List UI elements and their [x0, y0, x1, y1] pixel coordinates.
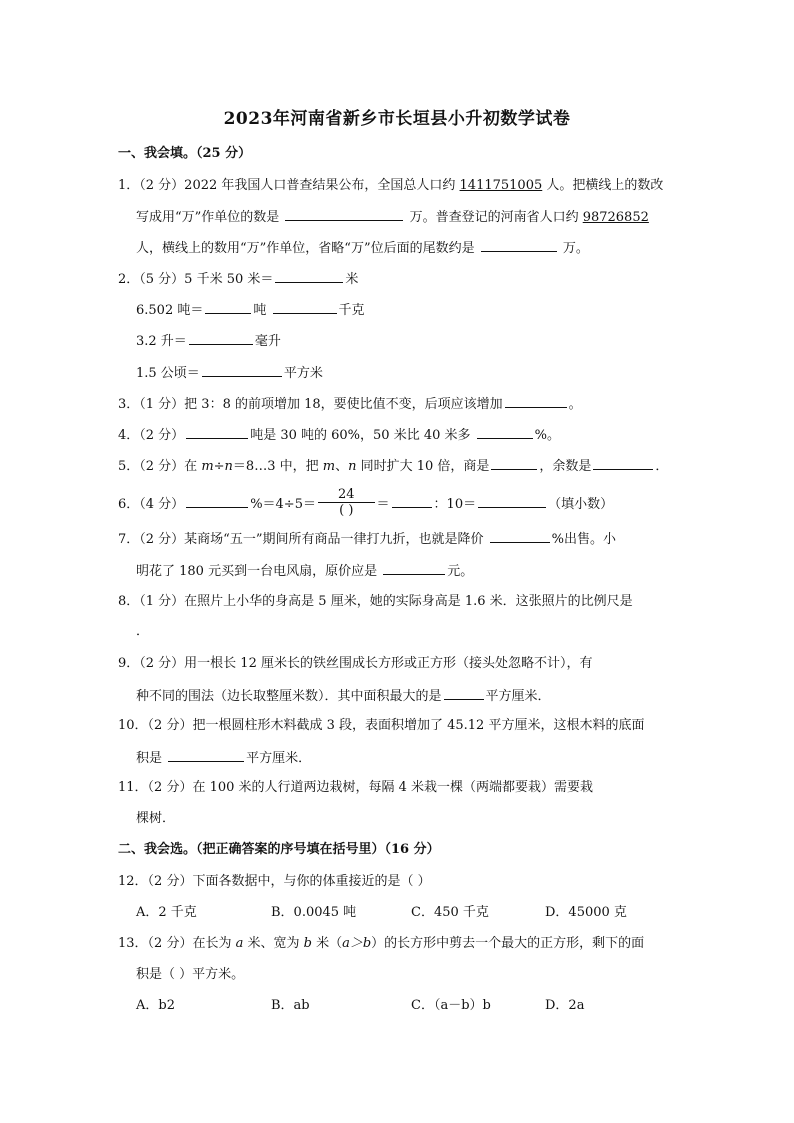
q13-text-d: ）的长方形中剪去一个最大的正方形，剩下的面: [371, 936, 645, 951]
q9-text-c: 平方厘米．: [485, 689, 551, 704]
q5-var-n-2: n: [348, 459, 357, 474]
q12-option-b[interactable]: B．0.0045 吨: [271, 905, 357, 920]
q5-text-g: ，余数是: [539, 459, 592, 474]
q2-text-i: 平方米: [283, 366, 323, 381]
q4-text-b: 吨是 30 吨的 60%，50 米比 40 米多: [250, 428, 475, 443]
q4-text-a: 4．（2 分）: [118, 428, 185, 443]
question-1-line-1: [118, 177, 663, 195]
q5-text-d: 、: [335, 459, 349, 474]
q8-text-a: 8．（1 分）在照片上小华的身高是 5 厘米，她的实际身高是 1.6 米．这张照片的比例尺是: [118, 594, 633, 609]
question-3: [118, 394, 582, 414]
q5-divide-sign: ÷: [213, 459, 225, 474]
question-9-line-1: [118, 655, 592, 673]
q1-blank-1[interactable]: [285, 207, 403, 221]
q7-text-d: 元。: [447, 564, 474, 579]
q9-text-b: 种不同的围法（边长取整厘米数）．其中面积最大的是: [136, 689, 442, 704]
q1-population-henan: 98726852: [582, 210, 649, 225]
q7-text-b: %出售。小: [551, 532, 616, 547]
q1-text-b: 人。把横线上的数改: [542, 178, 664, 193]
page-title: 2023年河南省新乡市长垣县小升初数学试卷: [223, 109, 571, 129]
q2-text-e: 千克: [338, 303, 365, 318]
q10-text-c: 平方厘米．: [246, 751, 312, 766]
question-11-line-1: [118, 779, 593, 797]
q2-text-b: 米: [345, 272, 359, 287]
question-10-line-2: [136, 748, 311, 768]
question-12-stem: 12．（2 分）下面各数据中，与你的体重接近的是（ ）: [118, 874, 431, 889]
q5-text-f: 同时扩大 10 倍，商是: [356, 459, 490, 474]
q7-blank-2[interactable]: [383, 561, 445, 575]
q2-blank-5[interactable]: [202, 363, 282, 377]
q3-text-b: 。: [568, 397, 582, 412]
question-2-line-3: [136, 331, 281, 351]
q2-text-h: 1.5 公顷＝: [136, 366, 200, 381]
q12-option-a[interactable]: A．2 千克: [136, 905, 197, 920]
q7-text-a: 7．（2 分）某商场“五一”期间所有商品一律打九折，也就是降价: [118, 532, 488, 547]
q13-option-d[interactable]: D．2a: [545, 998, 585, 1013]
q4-blank-1[interactable]: [186, 425, 248, 439]
q3-text-a: 3．（1 分）把 3：8 的前项增加 18，要使比值不变，后项应该增加: [118, 397, 503, 412]
q2-blank-1[interactable]: [275, 269, 343, 283]
q6-numerator: 24: [318, 487, 375, 503]
question-6: [118, 489, 613, 520]
question-13-line-1: [118, 935, 644, 953]
question-2-line-4: [136, 363, 323, 383]
q5-blank-1[interactable]: [491, 456, 537, 470]
q5-var-m: m: [201, 459, 214, 474]
q13-text-c: 米（: [311, 936, 343, 951]
q4-blank-2[interactable]: [477, 425, 533, 439]
question-8-line-2: [136, 623, 149, 641]
q12-option-c[interactable]: C．450 千克: [411, 905, 489, 920]
q6-fraction: [318, 487, 375, 518]
question-2-line-2: [136, 300, 365, 320]
q7-text-c: 明花了 180 元买到一台电风扇，原价应是: [136, 564, 382, 579]
q6-text-d: ：10＝: [433, 497, 477, 512]
q3-blank[interactable]: [505, 394, 567, 408]
q10-text-a: 10．（2 分）把一根圆柱形木料截成 3 段，表面积增加了 45.12 平方厘米，这根木料的底面: [118, 718, 645, 733]
q1-population-total: 1411751005: [459, 178, 543, 193]
q8-text-b: ．: [136, 624, 150, 639]
q9-blank[interactable]: [444, 686, 484, 700]
q6-text-a: 6．（4 分）: [118, 497, 185, 512]
question-13-line-2: 积是（ ）平方米。: [136, 967, 245, 982]
q2-blank-4[interactable]: [189, 331, 253, 345]
section-2-heading: 二、我会选。（把正确答案的序号填在括号里）（16 分）: [118, 842, 440, 857]
q11-text-a: 11．（2 分）在 100 米的人行道两边栽树，每隔 4 米栽一棵（两端都要栽）需要栽: [118, 780, 594, 795]
q1-text-c: 写成用“万”作单位的数是: [136, 210, 284, 225]
question-1-line-2: [136, 207, 649, 227]
question-7-line-1: [118, 529, 616, 549]
q10-blank[interactable]: [168, 748, 244, 762]
q5-blank-2[interactable]: [593, 456, 653, 470]
q1-blank-2[interactable]: [481, 238, 557, 252]
q13-text-b: 米、宽为: [243, 936, 304, 951]
q4-text-c: %。: [534, 428, 560, 443]
q9-text-a: 9．（2 分）用一根长 12 厘米长的铁丝围成长方形或正方形（接头处忽略不计），有: [118, 656, 593, 671]
q1-text-a: 1．（2 分）2022 年我国人口普查结果公布，全国总人口约: [118, 178, 460, 193]
q13-option-a[interactable]: A．b2: [136, 998, 175, 1013]
q2-blank-3[interactable]: [273, 300, 337, 314]
section-1-heading: 一、我会填。（25 分）: [118, 146, 252, 161]
q2-text-d: 吨: [253, 303, 271, 318]
q6-blank-1[interactable]: [186, 494, 248, 508]
q12-option-d[interactable]: D．45000 克: [545, 905, 627, 920]
q10-text-b: 积是: [136, 751, 167, 766]
question-10-line-1: [118, 717, 644, 735]
q7-blank-1[interactable]: [490, 529, 550, 543]
q1-text-f: 万。: [558, 241, 589, 256]
q5-var-m-2: m: [322, 459, 336, 474]
q13-option-b[interactable]: B．ab: [271, 998, 310, 1013]
q13-text-a: 13．（2 分）在长为: [118, 936, 236, 951]
question-8-line-1: [118, 593, 633, 611]
question-9-line-2: [136, 686, 551, 706]
q5-text-h: ．: [655, 459, 669, 474]
question-2-line-1: [118, 269, 358, 289]
q5-text-a: 5．（2 分）在: [118, 459, 202, 474]
q6-text-c: ＝: [376, 497, 390, 512]
q6-denominator-blank[interactable]: ( ): [339, 503, 354, 518]
q6-blank-3[interactable]: [478, 494, 546, 508]
q13-var-a: a: [235, 936, 244, 951]
question-1-line-3: [136, 238, 589, 258]
q6-blank-2[interactable]: [392, 494, 432, 508]
q1-text-e: 人，横线上的数用“万”作单位，省略“万”位后面的尾数约是: [136, 241, 479, 256]
q2-text-f: 3.2 升＝: [136, 334, 187, 349]
q5-text-b: ＝8…3 中，把: [232, 459, 323, 474]
question-7-line-2: [136, 561, 473, 581]
q2-text-a: 2．（5 分）5 千米 50 米＝: [118, 272, 274, 287]
q6-text-b: %＝4÷5＝: [250, 497, 316, 512]
q2-text-c: 6.502 吨＝: [136, 303, 204, 318]
q2-blank-2[interactable]: [205, 300, 251, 314]
q13-condition: a＞b: [342, 936, 372, 951]
q6-text-e: （填小数）: [548, 497, 614, 512]
question-5: [118, 456, 668, 476]
q1-text-d: 万。普查登记的河南省人口约: [405, 210, 583, 225]
q11-text-b: 棵树．: [136, 811, 176, 826]
question-4: [118, 425, 560, 445]
q5-var-n: n: [224, 459, 233, 474]
q13-option-c[interactable]: C．（a－b）b: [411, 998, 491, 1013]
q13-var-b: b: [303, 936, 312, 951]
question-11-line-2: [136, 810, 175, 828]
q2-text-g: 毫升: [254, 334, 281, 349]
